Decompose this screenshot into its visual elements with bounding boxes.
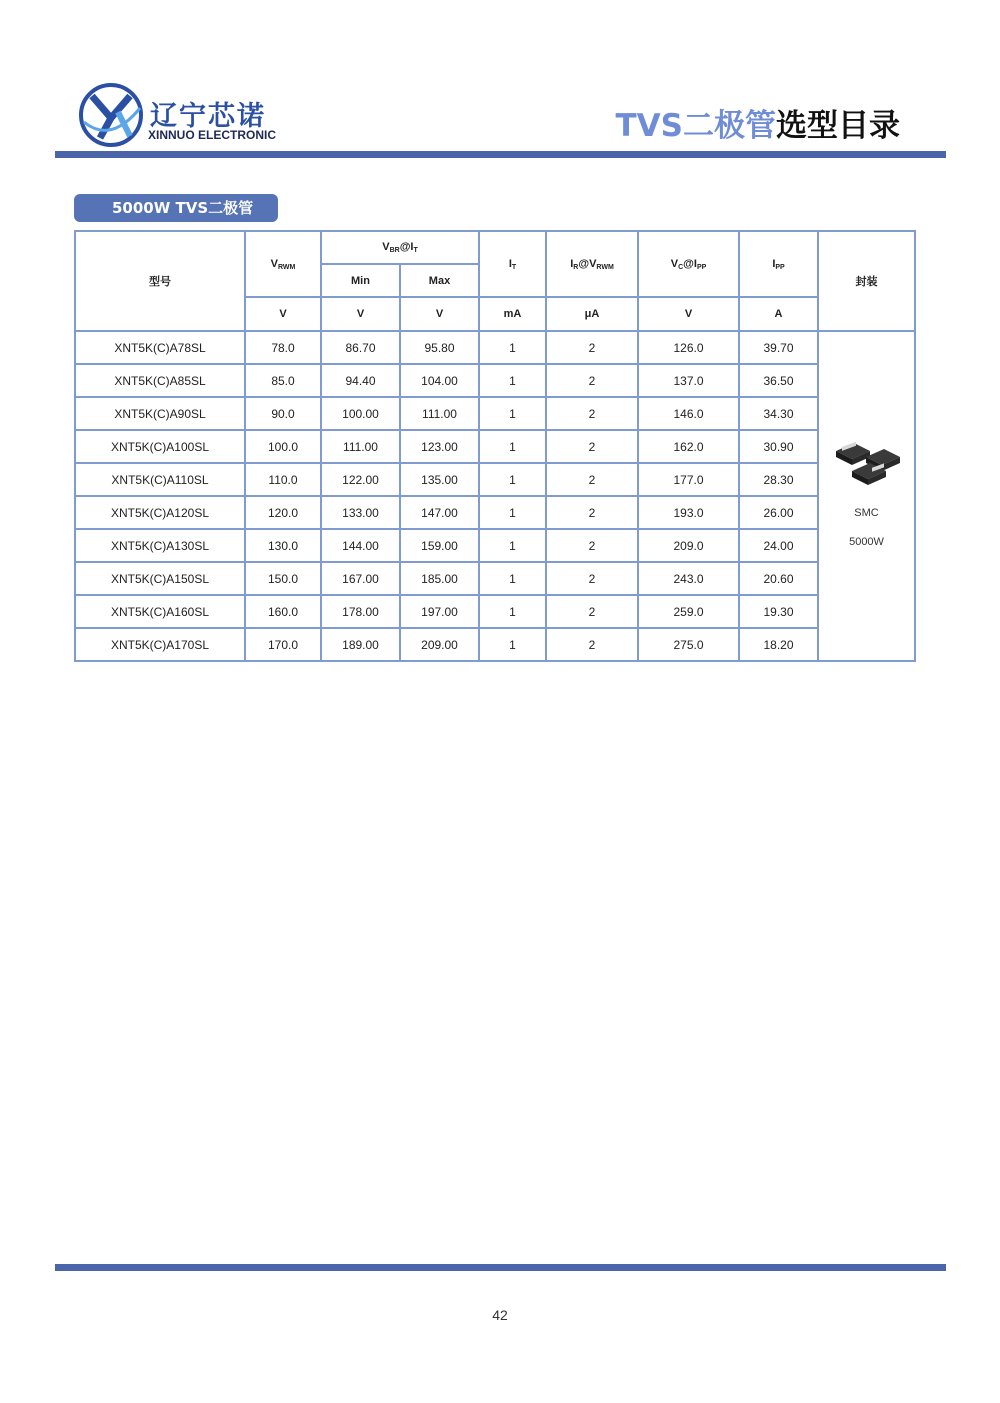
cell-vrwm: 150.0 [245,562,321,595]
cell-vbr-min: 189.00 [321,628,400,661]
company-logo-icon [78,82,144,148]
unit-ipp: A [739,297,818,331]
cell-ir: 2 [546,628,638,661]
table-row [75,397,915,430]
package-cell [818,331,915,661]
cell-model: XNT5K(C)A170SL [75,628,245,661]
table-row [75,628,915,661]
cell-ir: 2 [546,430,638,463]
cell-it: 1 [479,430,546,463]
cell-model: XNT5K(C)A90SL [75,397,245,430]
cell-model: XNT5K(C)A130SL [75,529,245,562]
cell-vrwm: 120.0 [245,496,321,529]
cell-ir: 2 [546,595,638,628]
header-rule [55,151,946,158]
table-row [75,496,915,529]
unit-ir: μA [546,297,638,331]
spec-table-body [75,331,915,661]
header-vbr: $V_{BR}@I_T$ [321,231,479,264]
cell-ipp: 36.50 [739,364,818,397]
cell-vbr-min: 122.00 [321,463,400,496]
cell-ir: 2 [546,529,638,562]
cell-it: 1 [479,562,546,595]
page-title [616,100,900,145]
cell-vbr-max: 209.00 [400,628,479,661]
cell-model: XNT5K(C)A110SL [75,463,245,496]
cell-vbr-min: 178.00 [321,595,400,628]
cell-vc: 162.0 [638,430,739,463]
cell-vbr-max: 159.00 [400,529,479,562]
footer-rule [55,1264,946,1271]
cell-it: 1 [479,463,546,496]
cell-vrwm: 85.0 [245,364,321,397]
cell-vbr-min: 94.40 [321,364,400,397]
spec-table [74,230,916,662]
cell-vc: 177.0 [638,463,739,496]
cell-ipp: 34.30 [739,397,818,430]
cell-vrwm: 100.0 [245,430,321,463]
cell-ir: 2 [546,496,638,529]
cell-ipp: 26.00 [739,496,818,529]
cell-model: XNT5K(C)A160SL [75,595,245,628]
cell-vrwm: 78.0 [245,331,321,364]
brand-name-cn: 辽宁芯诺 [150,101,266,132]
cell-vbr-max: 123.00 [400,430,479,463]
unit-vbr-max: V [400,297,479,331]
unit-vrwm: V [245,297,321,331]
cell-vbr-min: 86.70 [321,331,400,364]
cell-ir: 2 [546,364,638,397]
page-title-part1: TVS二极管 [615,108,776,144]
brand-name-en: XINNUO ELECTRONIC [148,128,277,142]
cell-it: 1 [479,595,546,628]
cell-model: XNT5K(C)A120SL [75,496,245,529]
cell-vc: 137.0 [638,364,739,397]
cell-it: 1 [479,496,546,529]
table-row [75,364,915,397]
cell-vbr-min: 144.00 [321,529,400,562]
cell-vbr-max: 104.00 [400,364,479,397]
page-number: 42 [492,1307,508,1323]
cell-ipp: 18.20 [739,628,818,661]
unit-it: mA [479,297,546,331]
cell-vrwm: 110.0 [245,463,321,496]
cell-ir: 2 [546,463,638,496]
table-row [75,562,915,595]
cell-vc: 275.0 [638,628,739,661]
header-model: 型号 [75,231,245,331]
cell-vrwm: 170.0 [245,628,321,661]
header-it: $I_T$ [479,231,546,297]
package-type: SMC [854,507,879,519]
cell-it: 1 [479,364,546,397]
cell-model: XNT5K(C)A150SL [75,562,245,595]
cell-vc: 146.0 [638,397,739,430]
cell-vbr-min: 111.00 [321,430,400,463]
header-vbr-max: Max [400,264,479,297]
header-ir: $I_R@V_{RWM}$ [546,231,638,297]
table-row [75,331,915,364]
cell-vbr-max: 95.80 [400,331,479,364]
cell-ir: 2 [546,397,638,430]
cell-it: 1 [479,331,546,364]
cell-it: 1 [479,628,546,661]
cell-vbr-max: 197.00 [400,595,479,628]
header-vrwm: $V_{RWM}$ [245,231,321,297]
header-vc: $V_C@I_{PP}$ [638,231,739,297]
cell-model: XNT5K(C)A100SL [75,430,245,463]
cell-ir: 2 [546,562,638,595]
cell-vbr-max: 135.00 [400,463,479,496]
header-ipp: $I_{PP}$ [739,231,818,297]
table-row [75,529,915,562]
cell-ipp: 30.90 [739,430,818,463]
section-label: 5000W TVS二极管 [74,194,278,222]
cell-vc: 243.0 [638,562,739,595]
page-title-part2: 选型目录 [776,108,900,144]
cell-it: 1 [479,397,546,430]
table-row [75,463,915,496]
cell-vc: 209.0 [638,529,739,562]
unit-vc: V [638,297,739,331]
cell-model: XNT5K(C)A78SL [75,331,245,364]
cell-vbr-min: 133.00 [321,496,400,529]
cell-it: 1 [479,529,546,562]
table-row [75,595,915,628]
cell-vc: 126.0 [638,331,739,364]
header-vbr-min: Min [321,264,400,297]
cell-vbr-max: 111.00 [400,397,479,430]
cell-ir: 2 [546,331,638,364]
unit-vbr-min: V [321,297,400,331]
smc-package-icon [832,435,902,487]
header-package: 封装 [818,231,915,331]
cell-ipp: 39.70 [739,331,818,364]
cell-vc: 259.0 [638,595,739,628]
cell-vc: 193.0 [638,496,739,529]
cell-vrwm: 160.0 [245,595,321,628]
package-power: 5000W [849,536,884,548]
cell-vbr-max: 147.00 [400,496,479,529]
cell-ipp: 19.30 [739,595,818,628]
cell-vbr-min: 167.00 [321,562,400,595]
cell-model: XNT5K(C)A85SL [75,364,245,397]
cell-vrwm: 90.0 [245,397,321,430]
table-row [75,430,915,463]
cell-vbr-max: 185.00 [400,562,479,595]
cell-ipp: 20.60 [739,562,818,595]
cell-ipp: 28.30 [739,463,818,496]
cell-ipp: 24.00 [739,529,818,562]
cell-vbr-min: 100.00 [321,397,400,430]
cell-vrwm: 130.0 [245,529,321,562]
